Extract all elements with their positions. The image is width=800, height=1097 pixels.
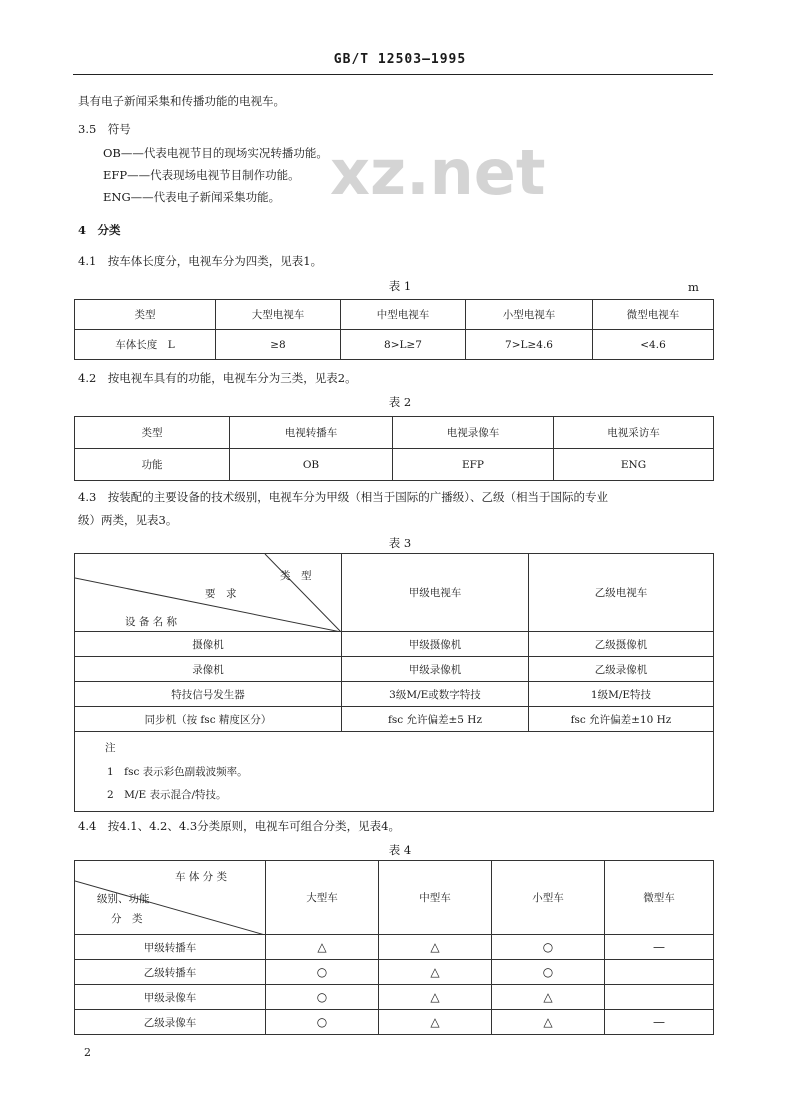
table3-diag-dev: 设 备 名 称 xyxy=(125,616,178,628)
table1-cell: 8>L≥7 xyxy=(341,330,466,360)
table3-cell: 甲级录像机 xyxy=(342,657,529,682)
table4-cell xyxy=(605,960,714,985)
symbol-efp: EFP——代表现场电视节目制作功能。 xyxy=(103,168,300,182)
header-rule xyxy=(73,74,713,75)
table-1 xyxy=(74,299,714,360)
section-4-title: 4 分类 xyxy=(78,223,121,237)
symbol-ob: OB——代表电视节目的现场实况转播功能。 xyxy=(103,146,328,160)
standard-header: GB/T 12503—1995 xyxy=(333,52,467,67)
table4-cell: △ xyxy=(266,935,379,960)
table3-note-1: 1 fsc 表示彩色副载波频率。 xyxy=(107,766,248,778)
symbol-eng: ENG——代表电子新闻采集功能。 xyxy=(103,190,281,204)
table3-diag-req: 要 求 xyxy=(205,588,237,600)
table1-header: 大型电视车 xyxy=(216,300,341,330)
table1-header: 类型 xyxy=(75,300,216,330)
table2-cell: EFP xyxy=(393,449,554,481)
clause-4-2: 4.2 按电视车具有的功能，电视车分为三类，见表2。 xyxy=(78,371,357,385)
table3-notes-title: 注 xyxy=(105,742,116,754)
table2-cell: ENG xyxy=(554,449,714,481)
table4-diagonal-header xyxy=(75,861,266,935)
table-2 xyxy=(74,416,714,481)
table1-cell: ≥8 xyxy=(216,330,341,360)
table4-row-label: 甲级录像车 xyxy=(75,985,266,1010)
table3-cell: 3级M/E或数字特技 xyxy=(342,682,529,707)
table3-notes-cell xyxy=(75,732,714,812)
table4-cell: ○ xyxy=(492,960,605,985)
table3-caption: 表 3 xyxy=(388,536,412,550)
clause-4-4: 4.4 按4.1、4.2、4.3分类原则，电视车可组合分类，见表4。 xyxy=(78,819,400,833)
table2-header: 类型 xyxy=(75,417,230,449)
table4-cell: ○ xyxy=(492,935,605,960)
clause-4-1: 4.1 按车体长度分，电视车分为四类，见表1。 xyxy=(78,254,323,268)
table4-cell: △ xyxy=(379,935,492,960)
table1-unit: m xyxy=(688,280,699,294)
table3-note-2: 2 M/E 表示混合/特技。 xyxy=(107,789,227,801)
table3-cell: fsc 允许偏差±5 Hz xyxy=(342,707,529,732)
table4-cell: △ xyxy=(492,1010,605,1035)
table3-row-label: 同步机（按 fsc 精度区分） xyxy=(75,707,342,732)
table2-header: 电视录像车 xyxy=(393,417,554,449)
table4-header: 微型车 xyxy=(605,861,714,935)
text-line: 具有电子新闻采集和传播功能的电视车。 xyxy=(78,94,285,108)
table4-diag-bot: 分 类 xyxy=(111,913,143,925)
clause-4-3-cont: 级）两类，见表3。 xyxy=(78,513,178,527)
table3-row-label: 摄像机 xyxy=(75,632,342,657)
table1-row-label: 车体长度 L xyxy=(75,330,216,360)
table4-cell: — xyxy=(605,1010,714,1035)
table4-cell: △ xyxy=(379,985,492,1010)
table4-row-label: 乙级转播车 xyxy=(75,960,266,985)
table2-header: 电视采访车 xyxy=(554,417,714,449)
table1-cell: 7>L≥4.6 xyxy=(466,330,593,360)
table1-header: 微型电视车 xyxy=(593,300,714,330)
table4-diag-mid: 级别、功能 xyxy=(97,893,150,905)
table4-row-label: 乙级录像车 xyxy=(75,1010,266,1035)
table4-header: 小型车 xyxy=(492,861,605,935)
watermark: xz.net xyxy=(330,136,546,209)
table3-diag-type: 类 型 xyxy=(280,570,312,582)
table-3 xyxy=(74,553,714,812)
table4-cell: △ xyxy=(379,960,492,985)
table3-col-header: 乙级电视车 xyxy=(529,554,714,632)
table4-cell xyxy=(605,985,714,1010)
table2-caption: 表 2 xyxy=(388,395,412,409)
table4-cell: ○ xyxy=(266,960,379,985)
clause-4-3: 4.3 按装配的主要设备的技术级别，电视车分为甲级（相当于国际的广播级）、乙级（相当于国际的专业 xyxy=(78,490,609,504)
table1-cell: <4.6 xyxy=(593,330,714,360)
table3-cell: 甲级摄像机 xyxy=(342,632,529,657)
table4-cell: — xyxy=(605,935,714,960)
table4-cell: ○ xyxy=(266,985,379,1010)
table2-row-label: 功能 xyxy=(75,449,230,481)
table4-caption: 表 4 xyxy=(388,843,412,857)
table4-diag-top: 车 体 分 类 xyxy=(175,871,228,883)
table1-caption: 表 1 xyxy=(388,279,412,293)
table4-cell: △ xyxy=(379,1010,492,1035)
table3-cell: 乙级录像机 xyxy=(529,657,714,682)
table4-cell: ○ xyxy=(266,1010,379,1035)
table3-cell: 乙级摄像机 xyxy=(529,632,714,657)
table1-header: 中型电视车 xyxy=(341,300,466,330)
section-3-5: 3.5 符号 xyxy=(78,122,131,136)
table2-cell: OB xyxy=(230,449,393,481)
table4-row-label: 甲级转播车 xyxy=(75,935,266,960)
table2-header: 电视转播车 xyxy=(230,417,393,449)
table4-header: 大型车 xyxy=(266,861,379,935)
table3-cell: 1级M/E特技 xyxy=(529,682,714,707)
page-number: 2 xyxy=(84,1046,91,1059)
table3-col-header: 甲级电视车 xyxy=(342,554,529,632)
table4-cell: △ xyxy=(492,985,605,1010)
table3-diagonal-header xyxy=(75,554,342,632)
table-4 xyxy=(74,860,714,1035)
table4-header: 中型车 xyxy=(379,861,492,935)
table3-row-label: 录像机 xyxy=(75,657,342,682)
table3-cell: fsc 允许偏差±10 Hz xyxy=(529,707,714,732)
table3-row-label: 特技信号发生器 xyxy=(75,682,342,707)
table1-header: 小型电视车 xyxy=(466,300,593,330)
